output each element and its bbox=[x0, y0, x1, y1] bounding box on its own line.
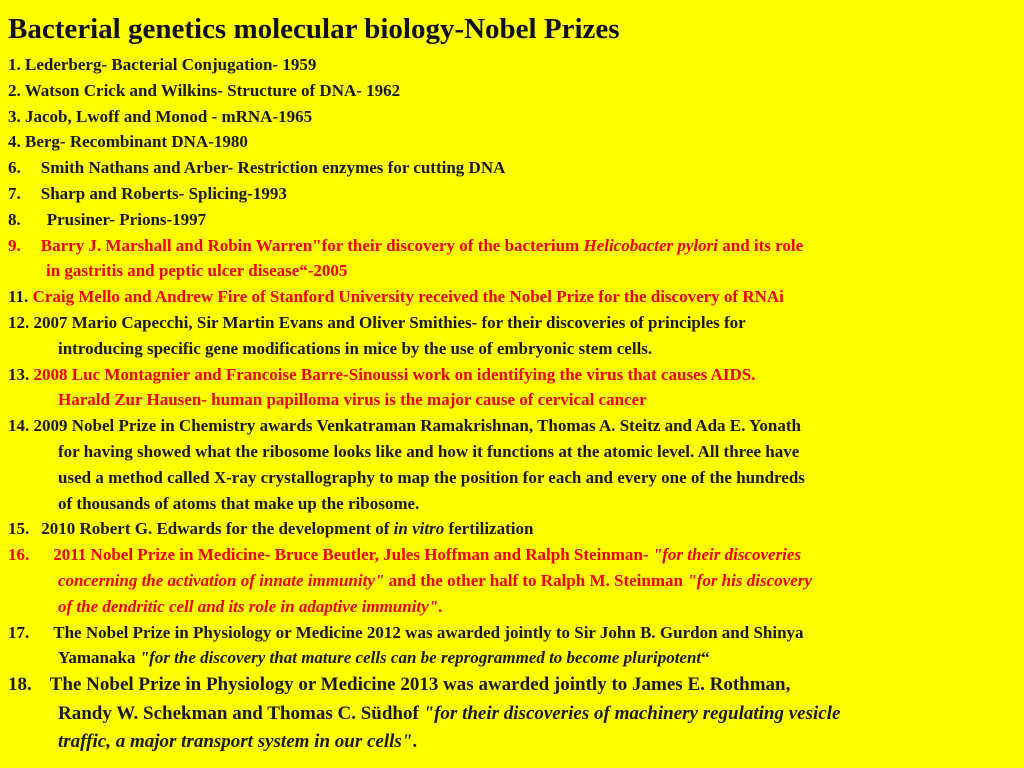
item-text-italic: Helicobacter pylori bbox=[583, 235, 719, 255]
item-text: 2007 Mario Capecchi, Sir Martin Evans and Oliver Smithies- for their discoveries of principles for bbox=[33, 312, 746, 332]
item-text: of thousands of atoms that make up the ribosome. bbox=[58, 493, 420, 513]
list-item-2 bbox=[8, 78, 1014, 104]
item-text-b: and its role bbox=[718, 235, 804, 255]
item-text: Lederberg- Bacterial Conjugation- 1959 bbox=[25, 55, 317, 74]
item-number: 7. bbox=[8, 183, 21, 203]
list-item-9-cont bbox=[8, 258, 1014, 284]
list-item-13-cont bbox=[8, 387, 1014, 413]
item-number: 8. bbox=[8, 209, 21, 229]
item-number: 16. bbox=[8, 545, 30, 565]
list-item-16-cont-1 bbox=[8, 568, 1014, 594]
list-item-14 bbox=[8, 413, 1014, 439]
item-text-b: fertilization bbox=[444, 519, 534, 539]
list-item-7 bbox=[8, 181, 1014, 207]
item-text: Prusiner- Prions-1997 bbox=[46, 209, 207, 229]
list-item-13 bbox=[8, 362, 1014, 388]
item-number: 12. bbox=[8, 312, 30, 332]
item-number: 14. bbox=[8, 416, 30, 436]
list-item-8 bbox=[8, 207, 1014, 233]
list-item-14-cont-1 bbox=[8, 439, 1014, 465]
item-text-italic-2: "for his discovery bbox=[687, 570, 812, 590]
slide-title: Bacterial genetics molecular biology-Nobel Prizes bbox=[8, 13, 620, 45]
list-item-18-cont-2 bbox=[8, 728, 1014, 756]
item-text-b: “ bbox=[701, 648, 710, 668]
item-number: 13. bbox=[8, 364, 30, 384]
list-item-17 bbox=[8, 620, 1014, 646]
list-item-18-cont-1 bbox=[8, 700, 1014, 728]
item-number: 3. bbox=[8, 106, 21, 126]
item-number: 1. bbox=[8, 55, 21, 74]
item-text-a: Barry J. Marshall and Robin Warren"for their discovery of the bacterium bbox=[40, 235, 584, 255]
item-text-italic: concerning the activation of innate immunity" bbox=[58, 570, 385, 590]
item-number: 9. bbox=[8, 235, 21, 255]
list-item-12 bbox=[8, 310, 1014, 336]
list-item-1 bbox=[8, 52, 1014, 78]
item-text: 2008 Luc Montagnier and Francoise Barre-Sinoussi work on identifying the virus that causes AIDS. bbox=[33, 364, 756, 384]
item-text-a: Yamanaka bbox=[58, 648, 140, 668]
item-text-b: and the other half to Ralph M. Steinman bbox=[384, 570, 688, 590]
item-text: in gastritis and peptic ulcer disease“-2005 bbox=[46, 261, 348, 281]
list-item-4 bbox=[8, 129, 1014, 155]
item-text-italic: of the dendritic cell and its role in adaptive immunity" bbox=[58, 596, 439, 616]
list-item-15 bbox=[8, 516, 1014, 542]
item-text: The Nobel Prize in Physiology or Medicine 2013 was awarded jointly to James E. Rothman, bbox=[49, 674, 791, 696]
list-item-9 bbox=[8, 233, 1014, 259]
item-text: Berg- Recombinant DNA-1980 bbox=[25, 132, 248, 152]
item-number: 6. bbox=[8, 158, 21, 178]
list-item-12-cont bbox=[8, 336, 1014, 362]
list-item-16 bbox=[8, 542, 1014, 568]
prize-list bbox=[8, 52, 1014, 756]
item-text: Sharp and Roberts- Splicing-1993 bbox=[40, 183, 287, 203]
item-text: Harald Zur Hausen- human papilloma virus is the major cause of cervical cancer bbox=[58, 390, 647, 410]
item-text-italic: in vitro bbox=[393, 519, 445, 539]
item-number: 4. bbox=[8, 132, 21, 152]
item-text: Smith Nathans and Arber- Restriction enzymes for cutting DNA bbox=[40, 158, 506, 178]
list-item-14-cont-3 bbox=[8, 491, 1014, 517]
item-text: Watson Crick and Wilkins- Structure of DNA- 1962 bbox=[24, 80, 401, 100]
item-text-a: Randy W. Schekman and Thomas C. Südhof bbox=[58, 702, 424, 724]
item-text: introducing specific gene modifications in mice by the use of embryonic stem cells. bbox=[58, 338, 653, 358]
list-item-18 bbox=[8, 671, 1014, 699]
list-item-3 bbox=[8, 104, 1014, 130]
item-text-italic: "for the discovery that mature cells can be reprogrammed to become pluripotent bbox=[139, 648, 702, 668]
list-item-16-cont-2 bbox=[8, 594, 1014, 620]
item-text: for having showed what the ribosome looks like and how it functions at the atomic level. All three have bbox=[58, 441, 800, 461]
item-text-a: 2011 Nobel Prize in Medicine- Bruce Beutler, Jules Hoffman and Ralph Steinman- bbox=[53, 545, 653, 565]
item-text-a: 2010 Robert G. Edwards for the development of bbox=[41, 519, 394, 539]
item-text-b: . bbox=[438, 596, 443, 616]
item-text: The Nobel Prize in Physiology or Medicine 2012 was awarded jointly to Sir John B. Gurdon and Shinya bbox=[53, 622, 804, 642]
item-number: 17. bbox=[8, 622, 30, 642]
item-text: Craig Mello and Andrew Fire of Stanford University received the Nobel Prize for the discovery of RNAi bbox=[32, 287, 784, 307]
item-text: 2009 Nobel Prize in Chemistry awards Venkatraman Ramakrishnan, Thomas A. Steitz and Ada E. Yonath bbox=[33, 416, 801, 436]
item-text-italic: traffic, a major transport system in our cells" bbox=[58, 730, 413, 752]
item-number: 11. bbox=[8, 287, 29, 307]
list-item-6 bbox=[8, 155, 1014, 181]
item-number: 15. bbox=[8, 519, 30, 539]
item-number: 18. bbox=[8, 674, 32, 696]
item-text-italic: "for their discoveries bbox=[652, 545, 802, 565]
item-number: 2. bbox=[8, 80, 21, 100]
item-text: Jacob, Lwoff and Monod - mRNA-1965 bbox=[25, 106, 313, 126]
list-item-11 bbox=[8, 284, 1014, 310]
item-text-italic: "for their discoveries of machinery regulating vesicle bbox=[423, 702, 841, 724]
item-text-b: . bbox=[412, 730, 418, 752]
item-text: used a method called X-ray crystallography to map the position for each and every one of the hundreds bbox=[58, 467, 805, 487]
list-item-17-cont bbox=[8, 645, 1014, 671]
list-item-14-cont-2 bbox=[8, 465, 1014, 491]
